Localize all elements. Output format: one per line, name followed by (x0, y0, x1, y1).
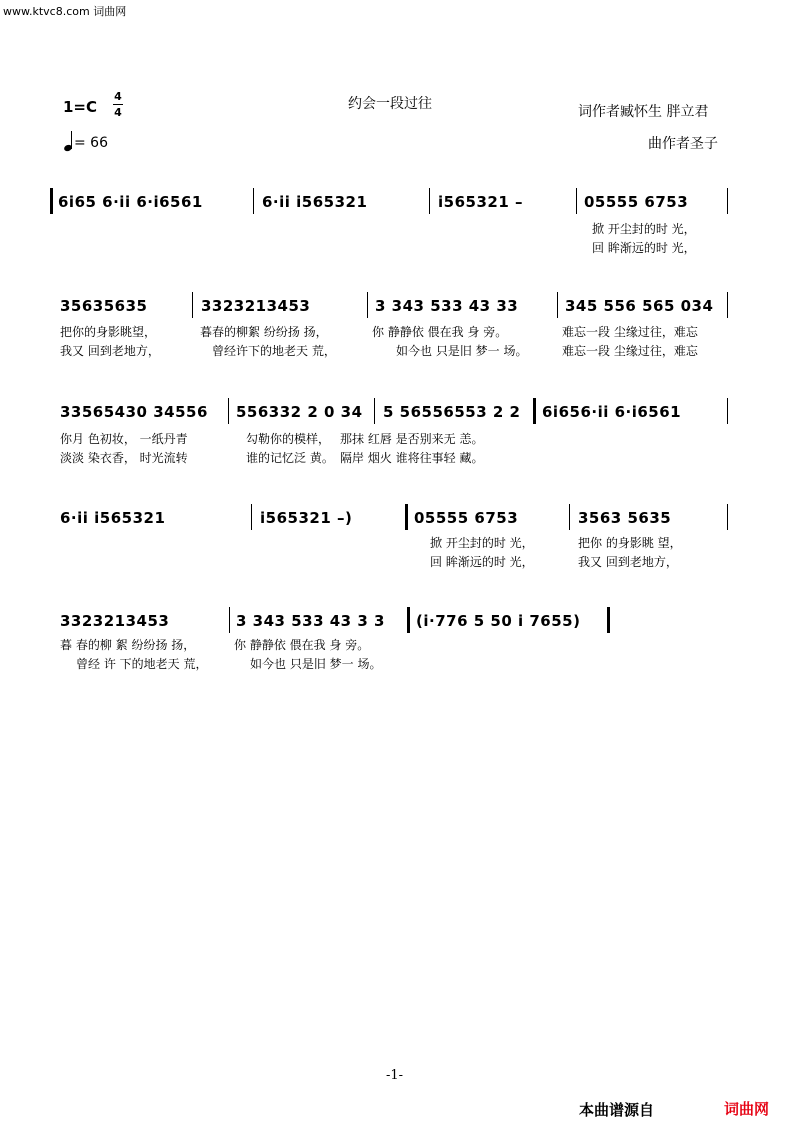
lyric-verse1: 暮 春的柳 絮 纷纷扬 扬， (60, 638, 196, 652)
measure: i565321 –) (260, 509, 353, 527)
measure: 556332 2 0 34 (236, 403, 363, 421)
measure: 6i65 6·ii 6·i6561 (58, 193, 203, 211)
repeat-end-barline (407, 607, 410, 633)
measure: 3 343 533 43 33 (375, 297, 519, 315)
barline (429, 188, 430, 214)
measure: 3563 5635 (578, 509, 672, 527)
lyric-verse1: 你 静静依 偎在我 身 旁。 (234, 638, 370, 652)
tempo-marking: = 66 (64, 131, 108, 151)
barline (253, 188, 254, 214)
lyric-verse1: 那抹 红唇 是否别来无 恙。 (340, 432, 484, 446)
measure: 5 56556553 2 2 (383, 403, 521, 421)
repeat-end-barline (533, 398, 536, 424)
lyric-verse2: 我又 回到老地方， (578, 555, 678, 569)
lyric-verse1: 勾勒你的模样， (246, 432, 331, 446)
barline (251, 504, 252, 530)
measure: 3323213453 (60, 612, 170, 630)
composer-credit: 曲作者圣子 (648, 136, 718, 152)
barline (374, 398, 375, 424)
barline (228, 398, 229, 424)
measure: 33565430 34556 (60, 403, 208, 421)
lyric-verse2: 如今也 只是旧 梦一 场。 (396, 344, 528, 358)
barline (727, 504, 728, 530)
barline (367, 292, 368, 318)
lyric-verse1: 暮春的柳絮 纷纷扬 扬， (200, 325, 328, 339)
lyric-verse2: 如今也 只是旧 梦一 场。 (250, 657, 382, 671)
barline (727, 188, 728, 214)
measure: 35635635 (60, 297, 148, 315)
measure: 3 343 533 43 3 3 (236, 612, 385, 630)
lyric-verse2: 回 眸渐远的时 光， (592, 241, 696, 255)
measure: 05555 6753 (584, 193, 689, 211)
key-signature: 1=C (63, 98, 98, 116)
lyric-verse2: 曾经许下的地老天 荒， (212, 344, 336, 358)
measure: 05555 6753 (414, 509, 519, 527)
barline (576, 188, 577, 214)
lyric-verse1: 把你的身影眺望， (60, 325, 157, 339)
lyric-verse1: 掀 开尘封的时 光， (430, 536, 534, 550)
measure: 3323213453 (201, 297, 311, 315)
lyric-verse2: 淡淡 染衣香， 时光流转 (60, 451, 188, 465)
lyric-verse1: 难忘一段 尘缘过往，难忘 (562, 325, 698, 339)
barline (569, 504, 570, 530)
page-number: -1- (386, 1068, 404, 1083)
measure: 6i656·ii 6·i6561 (542, 403, 682, 421)
lyric-verse1: 掀 开尘封的时 光， (592, 222, 696, 236)
measure: i565321 – (438, 193, 523, 211)
site-logo[interactable]: 词曲网 (724, 1100, 770, 1118)
lyric-verse2: 我又 回到老地方， (60, 344, 160, 358)
source-url: www.ktvc8.com 词曲网 (3, 5, 127, 18)
time-signature: 4 4 (114, 90, 122, 119)
repeat-start-barline (405, 504, 408, 530)
repeat-start-barline (50, 188, 53, 214)
measure: 345 556 565 034 (565, 297, 714, 315)
lyric-verse2: 难忘一段 尘缘过往，难忘 (562, 344, 698, 358)
final-barline (607, 607, 610, 633)
barline (557, 292, 558, 318)
measure: 6·ii i565321 (262, 193, 368, 211)
barline (229, 607, 230, 633)
quarter-note-icon (64, 131, 74, 151)
lyric-verse2: 谁的记忆泛 黄。 (246, 451, 334, 465)
barline (192, 292, 193, 318)
barline (727, 292, 728, 318)
barline (727, 398, 728, 424)
measure: 6·ii i565321 (60, 509, 166, 527)
song-title: 约会一段过往 (348, 96, 432, 112)
lyric-verse2: 曾经 许 下的地老天 荒， (76, 657, 208, 671)
lyric-verse1: 你月 色初妆， 一纸丹青 (60, 432, 188, 446)
lyric-verse2: 隔岸 烟火 谁将往事轻 藏。 (340, 451, 484, 465)
lyric-verse1: 把你 的身影眺 望， (578, 536, 682, 550)
lyric-verse1: 你 静静依 偎在我 身 旁。 (372, 325, 508, 339)
source-label: 本曲谱源自 (579, 1101, 655, 1119)
lyric-verse2: 回 眸渐远的时 光， (430, 555, 534, 569)
measure: (i·776 5 50 i 7655) (416, 612, 581, 630)
lyricist-credit: 词作者臧怀生 胖立君 (578, 104, 709, 120)
